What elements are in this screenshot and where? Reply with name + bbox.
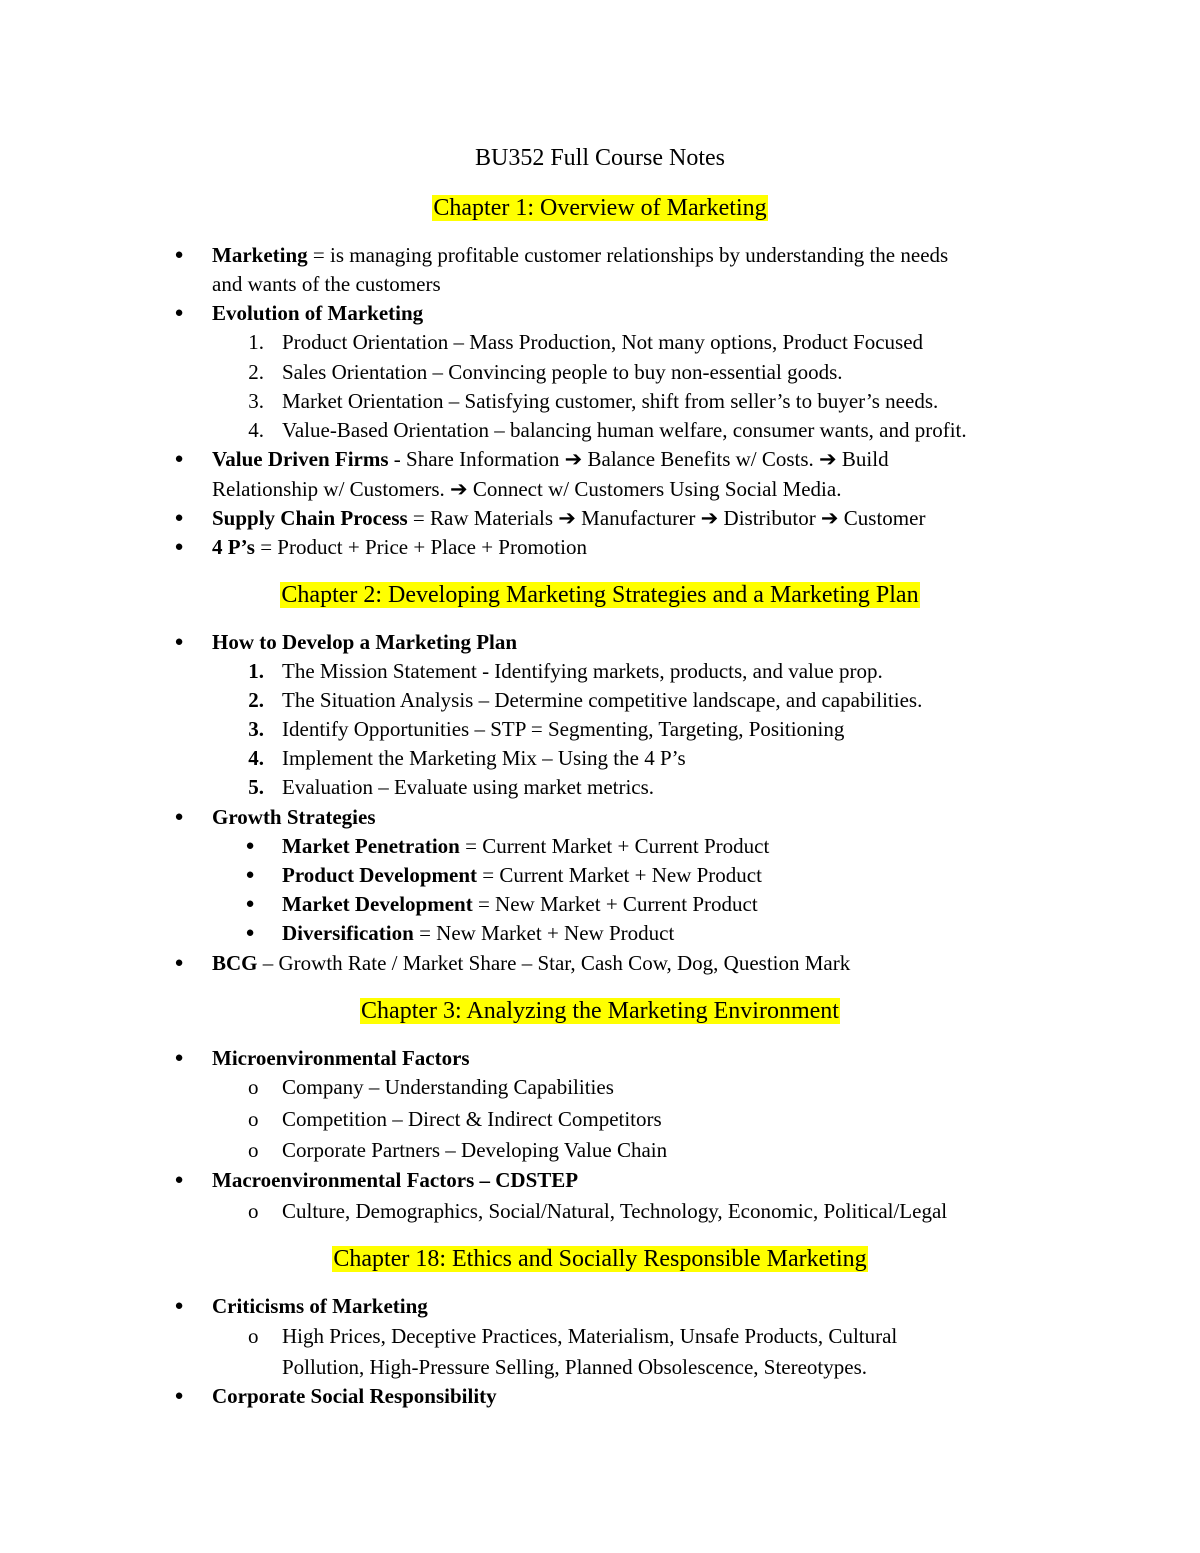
list-item: Sales Orientation – Convincing people to buy non-essential goods. bbox=[282, 360, 843, 384]
bullet-icon: ● bbox=[174, 809, 184, 825]
bullet-icon: ● bbox=[245, 896, 255, 912]
page-title: BU352 Full Course Notes bbox=[474, 145, 725, 171]
bullet-icon: ● bbox=[174, 539, 184, 555]
supply-chain-line: Supply Chain Process = Raw Materials ➔ Manufacturer ➔ Distributor ➔ Customer bbox=[212, 506, 926, 530]
circle-bullet-icon: o bbox=[248, 1324, 259, 1348]
bullet-icon: ● bbox=[174, 1298, 184, 1314]
bcg-line: BCG – Growth Rate / Market Share – Star, Cash Cow, Dog, Question Mark bbox=[212, 951, 851, 975]
list-item: Evaluation – Evaluate using market metrics. bbox=[282, 775, 655, 799]
criticisms-heading: Criticisms of Marketing bbox=[212, 1294, 428, 1318]
value-driven-cont: Relationship w/ Customers. ➔ Connect w/ Customers Using Social Media. bbox=[212, 477, 842, 501]
bullet-icon: ● bbox=[174, 634, 184, 650]
list-item: Product Orientation – Mass Production, Not many options, Product Focused bbox=[282, 330, 924, 354]
circle-bullet-icon: o bbox=[248, 1075, 259, 1099]
micro-item: Corporate Partners – Developing Value Chain bbox=[282, 1138, 668, 1162]
four-ps-line: 4 P’s = Product + Price + Place + Promotion bbox=[212, 535, 587, 559]
list-number: 3. bbox=[248, 389, 264, 413]
circle-bullet-icon: o bbox=[248, 1107, 259, 1131]
chapter-1-heading: Chapter 1: Overview of Marketing bbox=[433, 195, 767, 221]
marketing-definition-cont: and wants of the customers bbox=[212, 272, 441, 296]
value-driven-line: Value Driven Firms - Share Information ➔ Balance Benefits w/ Costs. ➔ Build bbox=[212, 447, 889, 471]
bullet-icon: ● bbox=[174, 1388, 184, 1404]
list-item: Identify Opportunities – STP = Segmenting, Targeting, Positioning bbox=[282, 717, 845, 741]
marketing-definition-line: Marketing = is managing profitable customer relationships by understanding the needs bbox=[212, 243, 949, 267]
list-item: Market Orientation – Satisfying customer, shift from seller’s to buyer’s needs. bbox=[282, 389, 939, 413]
plan-heading: How to Develop a Marketing Plan bbox=[212, 630, 518, 654]
list-number: 1. bbox=[248, 659, 264, 683]
bullet-icon: ● bbox=[174, 955, 184, 971]
csr-heading: Corporate Social Responsibility bbox=[212, 1384, 497, 1408]
bullet-icon: ● bbox=[245, 867, 255, 883]
list-item: The Mission Statement - Identifying markets, products, and value prop. bbox=[282, 659, 883, 683]
list-number: 5. bbox=[248, 775, 264, 799]
bullet-icon: ● bbox=[174, 1050, 184, 1066]
micro-heading: Microenvironmental Factors bbox=[212, 1046, 470, 1070]
list-item: Implement the Marketing Mix – Using the 4 P’s bbox=[282, 746, 686, 770]
list-item: Value-Based Orientation – balancing human welfare, consumer wants, and profit. bbox=[282, 418, 967, 442]
chapter-3-heading: Chapter 3: Analyzing the Marketing Environment bbox=[361, 998, 839, 1024]
growth-item: Market Penetration = Current Market + Current Product bbox=[282, 834, 770, 858]
list-number: 2. bbox=[248, 360, 264, 384]
list-number: 2. bbox=[248, 688, 264, 712]
bullet-icon: ● bbox=[174, 451, 184, 467]
list-number: 1. bbox=[248, 330, 264, 354]
bullet-icon: ● bbox=[245, 925, 255, 941]
growth-item: Product Development = Current Market + New Product bbox=[282, 863, 762, 887]
list-number: 3. bbox=[248, 717, 264, 741]
chapter-2-heading: Chapter 2: Developing Marketing Strategies and a Marketing Plan bbox=[281, 582, 919, 608]
bullet-icon: ● bbox=[174, 305, 184, 321]
micro-item: Competition – Direct & Indirect Competitors bbox=[282, 1107, 662, 1131]
criticisms-item-cont: Pollution, High-Pressure Selling, Planned Obsolescence, Stereotypes. bbox=[282, 1355, 867, 1379]
macro-heading: Macroenvironmental Factors – CDSTEP bbox=[212, 1168, 579, 1192]
list-item: The Situation Analysis – Determine competitive landscape, and capabilities. bbox=[282, 688, 923, 712]
criticisms-item: High Prices, Deceptive Practices, Materialism, Unsafe Products, Cultural bbox=[282, 1324, 898, 1348]
bullet-icon: ● bbox=[174, 247, 184, 263]
bullet-icon: ● bbox=[174, 510, 184, 526]
macro-item: Culture, Demographics, Social/Natural, Technology, Economic, Political/Legal bbox=[282, 1199, 948, 1223]
growth-heading: Growth Strategies bbox=[212, 805, 376, 829]
list-number: 4. bbox=[248, 418, 264, 442]
circle-bullet-icon: o bbox=[248, 1138, 259, 1162]
chapter-18-heading: Chapter 18: Ethics and Socially Responsible Marketing bbox=[333, 1246, 867, 1272]
micro-item: Company – Understanding Capabilities bbox=[282, 1075, 614, 1099]
growth-item: Market Development = New Market + Current Product bbox=[282, 892, 758, 916]
bullet-icon: ● bbox=[174, 1172, 184, 1188]
list-number: 4. bbox=[248, 746, 264, 770]
bullet-icon: ● bbox=[245, 838, 255, 854]
growth-item: Diversification = New Market + New Product bbox=[282, 921, 675, 945]
evolution-heading: Evolution of Marketing bbox=[212, 301, 424, 325]
circle-bullet-icon: o bbox=[248, 1199, 259, 1223]
